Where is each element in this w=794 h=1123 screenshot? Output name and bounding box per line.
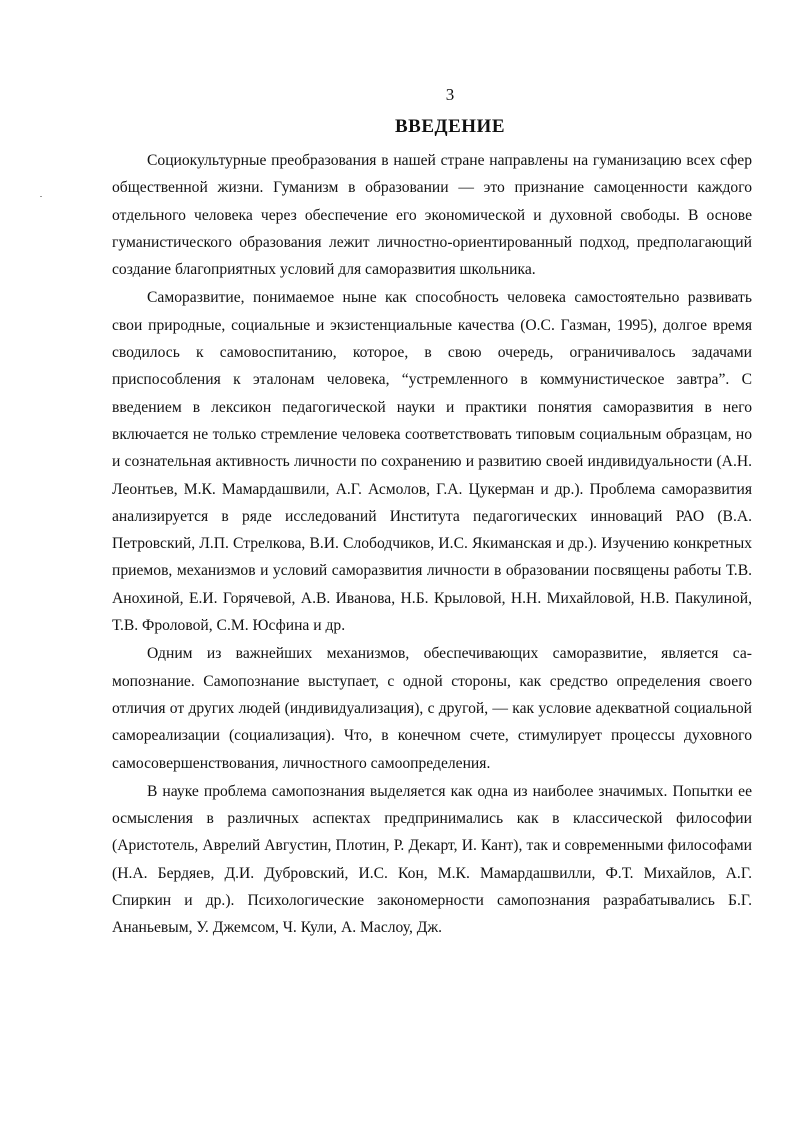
document-body bbox=[112, 147, 752, 942]
paragraph-3: Одним из важнейших механизмов, обеспечивающих саморазвитие, является самопознание. Самопознание выступает, с одной стороны, как средство определения своего отличия от других людей (индивидуализация), с другой, — как условие адекватной социальной самореализации (социализация). Что, в конечном счете, стимулирует процессы духовного самосовершенствования, личностного самоопределения. bbox=[112, 645, 752, 772]
paragraph-2: Саморазвитие, понимаемое ныне как способность человека самостоятельно развивать свои природные, социальные и экзистенциальные качества (О.С. Газман, 1995), долгое время сводилось к самовоспитанию, которое, в свою очередь, ограничивалось задачами приспособления к эталонам человека, “устремленного в коммунистическое завтра”. С введением в лексикон педагогической науки и практики понятия саморазвития в него включается не только стремление человека соответствовать типовым социальным образцам, но и сознательная активность личности по сохранению и развитию своей индивидуальности (А.Н. Леонтьев, М.К. Мамардашвили, А.Г. Асмолов, Г.А. Цукерман и др.). Проблема саморазвития анализируется в ряде исследований Института педагогических инноваций РАО (В.А. Петровский, Л.П. Стрелкова, В.И. Слободчиков, И.С. Якиманская и др.). Изучению конкретных приемов, механизмов и условий саморазвития личности в образовании посвящены работы Т.В. Анохиной, Е.И. Горячевой, А.В. Иванова, Н.Б. Крыловой, Н.Н. Михайловой, Н.В. Пакулиной, Т.В. Фроловой, С.М. Юсфина и др. bbox=[112, 289, 752, 635]
paragraph-4: В науке проблема самопознания выделяется как одна из наиболее значимых. Попытки ее осмысления в различных аспектах предпринимались как в классической философии (Аристотель, Аврелий Августин, Плотин, Р. Декарт, И. Кант), так и современными философами (Н.А. Бердяев, Д.И. Дубровский, И.С. Кон, М.К. Мамардашвилли, Ф.Т. Михайлов, А.Г. Спиркин и др.). Психологические закономерности самопознания разрабатывались Б.Г. Ананьевым, У. Джемсом, Ч. Кули, А. Маслоу, Дж. bbox=[112, 782, 752, 937]
page-number: 3 bbox=[445, 85, 455, 104]
page-title: ВВЕДЕНИЕ bbox=[395, 116, 505, 137]
paragraph-1: Социокультурные преобразования в нашей стране направлены на гуманизацию всех сфер общественной жизни. Гуманизм в образовании — это признание самоценности каждого отдельного человека через обеспечение его экономической и духовной свободы. В основе гуманистического образования лежит личностно-ориентированный подход, предполагающий создание благоприятных условий для саморазвития школьника. bbox=[112, 152, 752, 279]
scan-speck bbox=[40, 196, 42, 197]
